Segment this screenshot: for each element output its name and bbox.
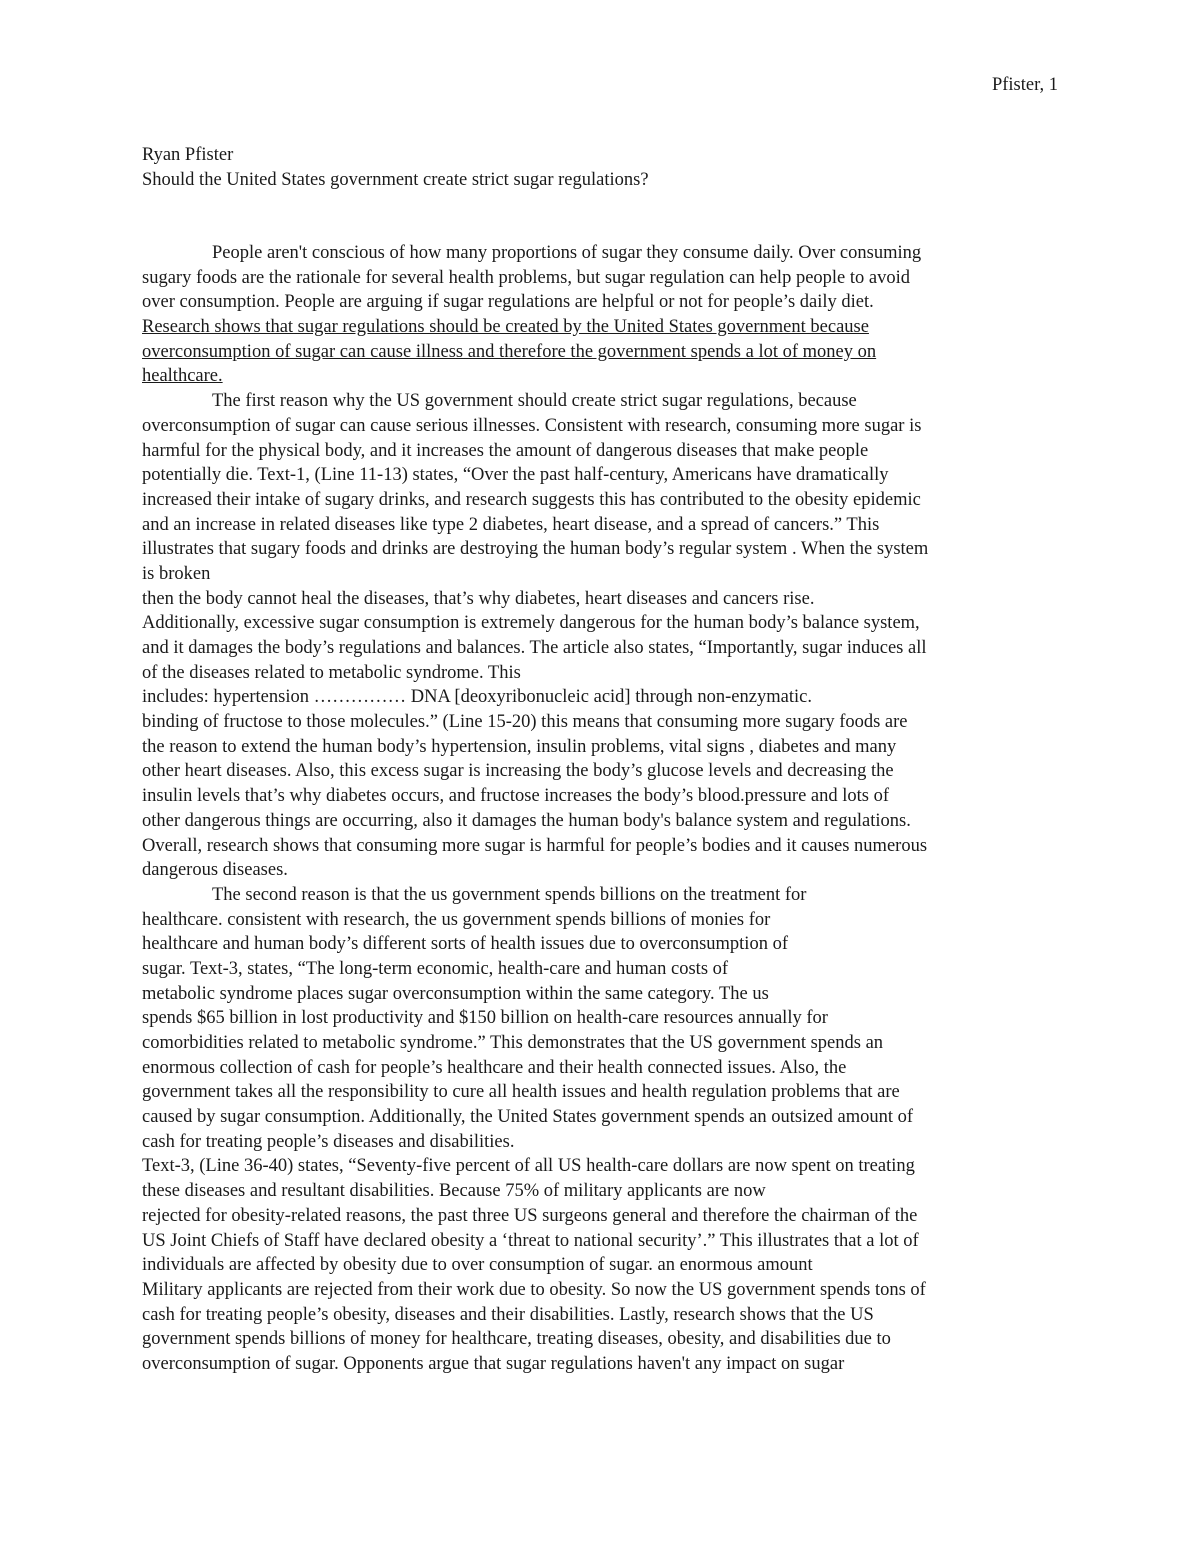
body-line: insulin levels that’s why diabetes occurs, and fructose increases the body’s blood.pressure and lots of [142, 786, 890, 807]
body-line: the reason to extend the human body’s hypertension, insulin problems, vital signs , diabetes and many [142, 736, 897, 757]
essay-body [142, 241, 1072, 1377]
body-line: dangerous diseases. [142, 860, 288, 881]
body-line: Additionally, excessive sugar consumption is extremely dangerous for the human body’s balance system, [142, 613, 920, 634]
body-line: The second reason is that the us government spends billions on the treatment for [212, 884, 807, 905]
body-line: and it damages the body’s regulations and balances. The article also states, “Importantly, sugar induces all [142, 638, 927, 658]
body-line: overconsumption of sugar can cause serious illnesses. Consistent with research, consuming more sugar is [142, 415, 922, 436]
body-line: US Joint Chiefs of Staff have declared obesity a ‘threat to national security’.” This illustrates that a lot of [142, 1230, 919, 1251]
body-line: sugary foods are the rationale for several health problems, but sugar regulation can help people to avoid [142, 267, 911, 288]
body-line: cash for treating people’s diseases and disabilities. [142, 1131, 515, 1152]
body-line: enormous collection of cash for people’s healthcare and their health connected issues. Also, the [142, 1057, 847, 1078]
body-line: these diseases and resultant disabilities. Because 75% of military applicants are now [142, 1181, 766, 1202]
document-heading [142, 143, 649, 192]
body-line: over consumption. People are arguing if sugar regulations are helpful or not for people’s daily diet. [142, 292, 874, 313]
body-line: other heart diseases. Also, this excess sugar is increasing the body’s glucose levels and decreasing the [142, 761, 894, 782]
thesis-line: healthcare. [142, 366, 223, 387]
body-line: metabolic syndrome places sugar overconsumption within the same category. The us [142, 983, 769, 1004]
body-line: includes: hypertension …………… DNA [deoxyribonucleic acid] through non-enzymatic. [142, 687, 812, 708]
body-line: government takes all the responsibility to cure all health issues and health regulation problems that are [142, 1082, 900, 1103]
thesis-line: Research shows that sugar regulations should be created by the United States government because [142, 317, 869, 338]
body-line: healthcare and human body’s different sorts of health issues due to overconsumption of [142, 934, 788, 955]
running-head: Pfister, 1 [991, 75, 1058, 95]
body-line: cash for treating people’s obesity, diseases and their disabilities. Lastly, research shows that the US [142, 1304, 874, 1325]
thesis-line: overconsumption of sugar can cause illness and therefore the government spends a lot of money on [142, 341, 877, 362]
body-line: sugar. Text-3, states, “The long-term economic, health-care and human costs of [142, 958, 729, 979]
body-line: binding of fructose to those molecules.” (Line 15-20) this means that consuming more sugary foods are [142, 712, 908, 733]
body-line: spends $65 billion in lost productivity and $150 billion on health-care resources annually for [142, 1008, 828, 1029]
body-line: is broken [142, 563, 211, 584]
body-line: Text-3, (Line 36-40) states, “Seventy-five percent of all US health-care dollars are now spent on treating [142, 1156, 915, 1177]
body-line: potentially die. Text-1, (Line 11-13) states, “Over the past half-century, Americans have dramatically [142, 465, 889, 486]
body-line: comorbidities related to metabolic syndrome.” This demonstrates that the US government spends an [142, 1033, 884, 1053]
body-line: and an increase in related diseases like type 2 diabetes, heart disease, and a spread of cancers.” This [142, 514, 880, 535]
body-line: The first reason why the US government should create strict sugar regulations, because [212, 391, 857, 412]
body-line: caused by sugar consumption. Additionally, the United States government spends an outsized amount of [142, 1107, 914, 1128]
body-line: increased their intake of sugary drinks, and research suggests this has contributed to the obesity epidemic [142, 489, 921, 510]
author-name: Ryan Pfister [142, 145, 234, 165]
body-line: harmful for the physical body, and it increases the amount of dangerous diseases that make people [142, 440, 869, 461]
body-line: rejected for obesity-related reasons, the past three US surgeons general and therefore the chairman of the [142, 1205, 918, 1226]
body-line: of the diseases related to metabolic syndrome. This [142, 662, 521, 683]
body-line: Military applicants are rejected from their work due to obesity. So now the US government spends tons of [142, 1279, 926, 1300]
body-line: illustrates that sugary foods and drinks are destroying the human body’s regular system . When the system [142, 539, 929, 560]
body-line: Overall, research shows that consuming more sugar is harmful for people’s bodies and it causes numerous [142, 835, 928, 856]
body-line: then the body cannot heal the diseases, that’s why diabetes, heart diseases and cancers rise. [142, 588, 815, 609]
body-line: People aren't conscious of how many proportions of sugar they consume daily. Over consuming [212, 243, 922, 263]
body-line: government spends billions of money for healthcare, treating diseases, obesity, and disabilities due to [142, 1329, 891, 1350]
body-line: overconsumption of sugar. Opponents argue that sugar regulations haven't any impact on sugar [142, 1353, 845, 1374]
body-line: individuals are affected by obesity due to over consumption of sugar. an enormous amount [142, 1255, 813, 1276]
body-line: other dangerous things are occurring, also it damages the human body's balance system and regulations. [142, 810, 911, 831]
essay-title: Should the United States government create strict sugar regulations? [142, 169, 649, 190]
body-line: healthcare. consistent with research, the us government spends billions of monies for [142, 909, 771, 930]
